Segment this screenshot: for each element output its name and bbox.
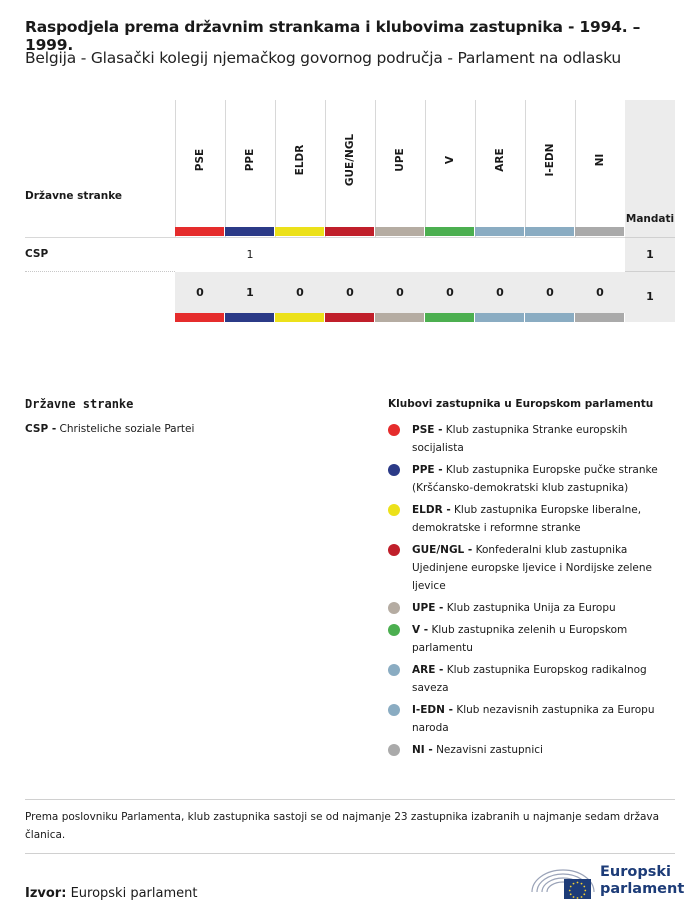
group-column [325, 100, 375, 322]
group-header [525, 100, 575, 225]
group-header-label: ARE [494, 148, 506, 172]
legend-group-name: Klub zastupnika Europske pučke stranke (Kršćansko-demokratski klub zastupnika) [412, 464, 658, 494]
group-column [375, 100, 425, 322]
group-column [475, 100, 525, 322]
group-header-label: GUE/NGL [344, 133, 356, 187]
mandati-column [625, 100, 675, 322]
group-color-bar [275, 227, 324, 236]
legend-group-name: Klub zastupnika Europske liberalne, demokratske i reformne stranke [412, 504, 642, 534]
source-label: Izvor: [25, 886, 67, 901]
row-divider [25, 271, 175, 272]
legend-group-name: Klub zastupnika Europskog radikalnog saveza [412, 664, 647, 694]
legend-dot-icon [388, 704, 400, 716]
group-color-bar [175, 313, 224, 322]
row-party-label: CSP [25, 248, 49, 260]
legend-party-code: CSP - [25, 423, 57, 435]
group-header-label: PSE [194, 148, 206, 172]
group-color-bar [175, 227, 224, 236]
group-color-bar [375, 313, 424, 322]
group-color-bar [325, 227, 374, 236]
group-header [425, 100, 475, 225]
legend-group-item [388, 461, 678, 497]
row-mandati-value: 1 [646, 248, 654, 261]
group-color-bar [375, 227, 424, 236]
legend-group-name: Klub zastupnika Unija za Europu [446, 602, 616, 614]
legend-group-name: Klub zastupnika zelenih u Europskom parlamentu [412, 624, 628, 654]
legend-group-code: PSE - [412, 424, 443, 436]
legend-dot-icon [388, 464, 400, 476]
total-mandati-value: 1 [646, 290, 654, 303]
group-column [575, 100, 625, 322]
group-color-bar [475, 313, 524, 322]
group-color-bar [475, 227, 524, 236]
legend-group-code: UPE - [412, 602, 444, 614]
legend-group-code: V - [412, 624, 429, 636]
group-header-label: PPE [244, 148, 256, 172]
group-column [425, 100, 475, 322]
group-color-bar [525, 313, 574, 322]
group-column [525, 100, 575, 322]
total-cell-value: 0 [596, 286, 604, 299]
parliament-hemicycle-icon [528, 862, 598, 904]
legend-group-item [388, 541, 678, 595]
group-color-bar [425, 313, 474, 322]
legend-group-code: PPE - [412, 464, 443, 476]
legend-dot-icon [388, 504, 400, 516]
group-header-label: ELDR [294, 144, 306, 176]
logo-line1: Europski [600, 864, 671, 880]
total-cell-value: 0 [496, 286, 504, 299]
legend-group-item [388, 501, 678, 537]
group-header-label: NI [594, 153, 606, 167]
total-cell-value: 0 [296, 286, 304, 299]
group-header [575, 100, 625, 225]
legend-group-name: Klub zastupnika Stranke europskih socijalista [412, 424, 628, 454]
source-line [25, 886, 197, 901]
total-cell-value: 1 [246, 286, 254, 299]
legend-group-name: Konfederalni klub zastupnika Ujedinjene europske ljevice i Nordijske zelene ljevice [412, 544, 652, 592]
legend-group-code: I-EDN - [412, 704, 453, 716]
footnote: Prema poslovniku Parlamenta, klub zastupnika sastoji se od najmanje 23 zastupnika izabranih u najmanje sedam država članica. [25, 811, 660, 841]
group-color-bar [325, 313, 374, 322]
legend-dot-icon [388, 664, 400, 676]
group-color-bar [575, 313, 624, 322]
logo-line2: parlament [600, 881, 685, 897]
group-color-bar [225, 227, 274, 236]
legend-group-code: GUE/NGL - [412, 544, 473, 556]
mandati-header: Mandati [625, 213, 675, 225]
group-color-bar [575, 227, 624, 236]
legend-groups-title: Klubovi zastupnika u Europskom parlamentu [388, 398, 654, 410]
legend-group-code: ELDR - [412, 504, 451, 516]
group-color-bar [225, 313, 274, 322]
legend-group-item [388, 701, 678, 737]
legend-group-item [388, 661, 678, 697]
group-color-bar [425, 227, 474, 236]
group-column [175, 100, 225, 322]
note-bottom-divider [25, 853, 675, 854]
logo-wordmark [600, 864, 684, 898]
page-subtitle: Belgija - Glasački kolegij njemačkog govornog područja - Parlament na odlasku [25, 49, 622, 67]
legend-groups-list [388, 421, 678, 763]
group-column [275, 100, 325, 322]
legend-group-item [388, 621, 678, 657]
legend-group-item [388, 421, 678, 457]
legend-group-item [388, 599, 678, 617]
legend-dot-icon [388, 544, 400, 556]
legend-group-code: NI - [412, 744, 433, 756]
group-header-label: V [444, 155, 456, 165]
legend-group-item [388, 741, 678, 759]
legend-group-name: Klub nezavisnih zastupnika za Europu naroda [412, 704, 655, 734]
total-cell-value: 0 [446, 286, 454, 299]
total-cell-value: 0 [196, 286, 204, 299]
group-header-label: UPE [394, 148, 406, 172]
row-cell-value: 1 [246, 248, 254, 261]
legend-dot-icon [388, 424, 400, 436]
note-top-divider [25, 799, 675, 800]
group-header-label: I-EDN [544, 143, 556, 177]
group-color-bar [525, 227, 574, 236]
legend-group-name: Nezavisni zastupnici [436, 744, 543, 756]
total-cell-value: 0 [346, 286, 354, 299]
source-value: Europski parlament [70, 886, 198, 901]
legend-party-item [25, 423, 194, 435]
total-cell-value: 0 [396, 286, 404, 299]
group-header [325, 100, 375, 225]
group-header [225, 100, 275, 225]
legend-parties-title: Državne stranke [25, 397, 134, 411]
european-parliament-logo [528, 862, 685, 904]
group-header [275, 100, 325, 225]
total-cell-value: 0 [546, 286, 554, 299]
group-header [175, 100, 225, 225]
group-column [225, 100, 275, 322]
distribution-table [25, 100, 675, 325]
legend-party-name: Christeliche soziale Partei [59, 423, 195, 435]
party-column-header: Državne stranke [25, 190, 123, 202]
group-color-bar [275, 313, 324, 322]
legend-dot-icon [388, 602, 400, 614]
page-title: Raspodjela prema državnim strankama i klubovima zastupnika - 1994. – 1999. [25, 18, 641, 54]
group-header [375, 100, 425, 225]
group-header [475, 100, 525, 225]
legend-dot-icon [388, 624, 400, 636]
legend-group-code: ARE - [412, 664, 444, 676]
legend-dot-icon [388, 744, 400, 756]
